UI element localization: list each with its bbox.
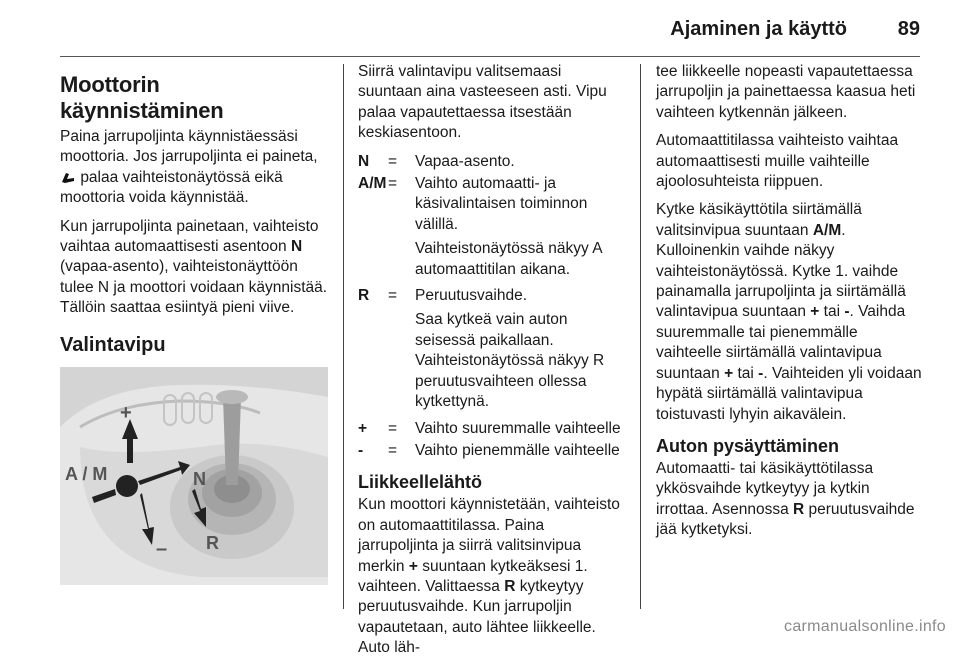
paragraph-manual-mode: Kytke käsikäyttötila siirtämällä valitsinvipua suuntaan A/M. Kulloinenkin vaihde näkyy vaihteistonäytössä. Kytke 1. vaihde painamalla jarrupoljinta ja siirtämällä valintavipua suuntaan + tai -. Vaihda suuremmalle tai pienemmälle vaihteelle siirtämällä valintavipua suuntaan + tai -. Vaihteiden yli voidaan hypätä siirtämällä valintavipua toistuvasti lyhyin aikavälein. [656, 201, 922, 423]
figure-label-r: R [206, 532, 219, 553]
definition-note: Saa kytkeä vain auton seisessä paikallaan. Vaihteistonäytössä näkyy R peruutusvaihteen ollessa kytkettynä. [415, 311, 605, 411]
paragraph-departure: Kun moottori käynnistetään, vaihteisto on automaattitilassa. Paina jarrupoljinta ja siirrä valitsinvipua merkin + suuntaan kytkeäksesi 1. vaihteen. Valittaessa R kytkeytyy peruutusvaihde. Kun jarrupoljin vapautetaan, auto lähtee liikkeelle. Auto läh- [358, 496, 620, 657]
definition-row: - = Vaihto pienemmälle vaihteelle [358, 441, 620, 459]
heading-departure: Liikkeellelähtö [358, 472, 483, 493]
definition-row: R = Peruutusvaihde. [358, 287, 528, 305]
header-rule [60, 56, 920, 57]
foot-brake-icon [60, 170, 76, 184]
figure-label-n: N [193, 468, 206, 489]
definition-row: + = Vaihto suuremmalle vaihteelle [358, 419, 621, 437]
gear-definition-list [358, 152, 628, 462]
paragraph-quick-start: tee liikkeelle nopeasti vapautettaessa jarrupoljin ja painettaessa kaasua heti vaihteen kytkennän jälkeen. [656, 63, 916, 121]
figure-label-minus: – [156, 537, 168, 560]
column-3 [656, 62, 926, 549]
figure-label-plus: + [120, 401, 132, 424]
chapter-title: Ajaminen ja käyttö [670, 18, 847, 40]
paragraph-stopping: Automaatti- tai käsikäyttötilassa ykkösvaihde kytkeytyy ja kytkin irrottaa. Asennossa R peruutusvaihde jää kytketyksi. [656, 459, 915, 539]
column-divider [640, 64, 641, 609]
figure-label-am: A / M [65, 463, 108, 484]
definition-row: N = Vapaa-asento. [358, 152, 515, 170]
watermark-footer: carmanualsonline.info [784, 618, 946, 635]
definition-row: A/M = Vaihto automaatti- ja käsivalintaisen toiminnon välillä. [358, 175, 588, 233]
heading-selector-lever: Valintavipu [60, 333, 166, 356]
page-header [0, 0, 960, 60]
paragraph-brake-start: Paina jarrupoljinta käynnistäessäsi moottoria. Jos jarrupoljinta ei paineta, palaa vaihteistonäytössä eikä moottoria voida käynnistää. [60, 128, 318, 207]
paragraph-lever-intro: Siirrä valintavipu valitsemaasi suuntaan aina vasteeseen asti. Vipu palaa vapautettaessa itsestään keskiasentoon. [358, 63, 607, 142]
heading-stopping: Auton pysäyttäminen [656, 435, 840, 456]
column-divider [343, 64, 344, 609]
definition-note: Vaihteistonäytössä näkyy A automaattitilan aikana. [415, 240, 602, 278]
page-number: 89 [897, 18, 920, 40]
column-2 [358, 62, 628, 667]
paragraph-auto-mode: Automaattitilassa vaihteisto vaihtaa automaattisesti muille vaihteille ajoolosuhteista riippuen. [656, 132, 899, 191]
selector-lever-illustration [60, 367, 328, 585]
heading-engine-start: Moottorin käynnistäminen [60, 72, 224, 123]
column-1 [60, 62, 328, 585]
paragraph-neutral-start: Kun jarrupoljinta painetaan, vaihteisto vaihtaa automaattisesti asentoon N (vapaa-asento), vaihteistonäyttöön tulee N ja moottori voidaan käynnistää. Tällöin saattaa esiintyä pieni viive. [60, 217, 328, 317]
